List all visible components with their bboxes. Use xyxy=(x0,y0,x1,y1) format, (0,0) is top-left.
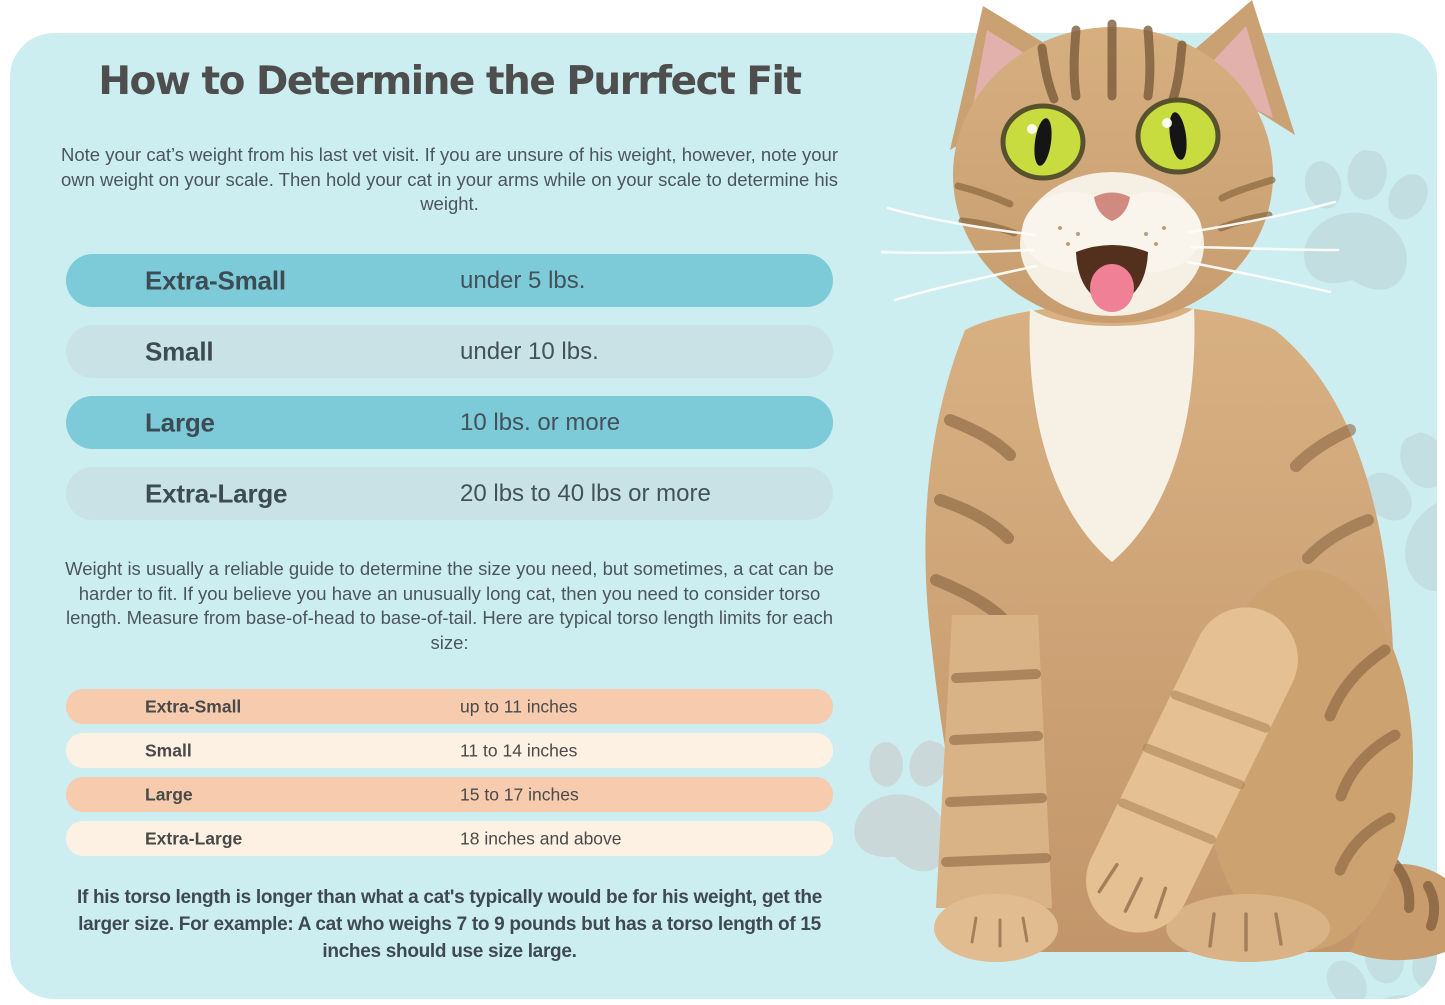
size-value: 18 inches and above xyxy=(460,828,622,848)
size-value: up to 11 inches xyxy=(460,696,578,716)
size-label: Extra-Large xyxy=(145,478,288,508)
size-label: Extra-Small xyxy=(145,265,286,295)
table-row xyxy=(66,733,833,768)
table-row xyxy=(66,821,833,856)
size-value: under 5 lbs. xyxy=(460,266,586,294)
intro-text: Note your cat’s weight from his last vet visit. If you are unsure of his weight, however, note your own weight on your scale. Then hold your cat in your arms while on your scale to determine his weight. xyxy=(60,144,839,214)
size-value: 15 to 17 inches xyxy=(460,784,579,804)
size-label: Small xyxy=(145,336,214,366)
table-row xyxy=(66,689,833,724)
size-value: under 10 lbs. xyxy=(460,337,599,365)
page-title: How to Determine the Purrfect Fit xyxy=(98,59,801,104)
size-value: 11 to 14 inches xyxy=(460,740,578,760)
cat-photo xyxy=(880,0,1445,1005)
size-label: Small xyxy=(145,740,192,760)
table-row xyxy=(66,325,833,378)
torso-note-text: Weight is usually a reliable guide to determine the size you need, but sometimes, a cat can be harder to fit. If you believe you have an unusually long cat, then you need to consider torso length. Measure from base-of-head to base-of-tail. Here are typical torso length limits for each size: xyxy=(65,558,834,653)
size-value: 10 lbs. or more xyxy=(460,408,621,436)
table-row xyxy=(66,467,833,520)
table-row xyxy=(66,396,833,449)
size-label: Large xyxy=(145,784,193,804)
content-column xyxy=(60,33,839,999)
table-row xyxy=(66,254,833,307)
table-row xyxy=(66,777,833,812)
size-label: Extra-Small xyxy=(145,696,242,716)
torso-length-table xyxy=(66,689,833,865)
size-label: Large xyxy=(145,407,215,437)
footer-note-text: If his torso length is longer than what a cat's typically would be for his weight, get the larger size. For example: A cat who weighs 7 to 9 pounds but has a torso length of 15 inches should use size large. xyxy=(77,887,822,962)
size-label: Extra-Large xyxy=(145,828,243,848)
size-value: 20 lbs to 40 lbs or more xyxy=(460,479,711,507)
weight-size-table xyxy=(66,254,833,538)
